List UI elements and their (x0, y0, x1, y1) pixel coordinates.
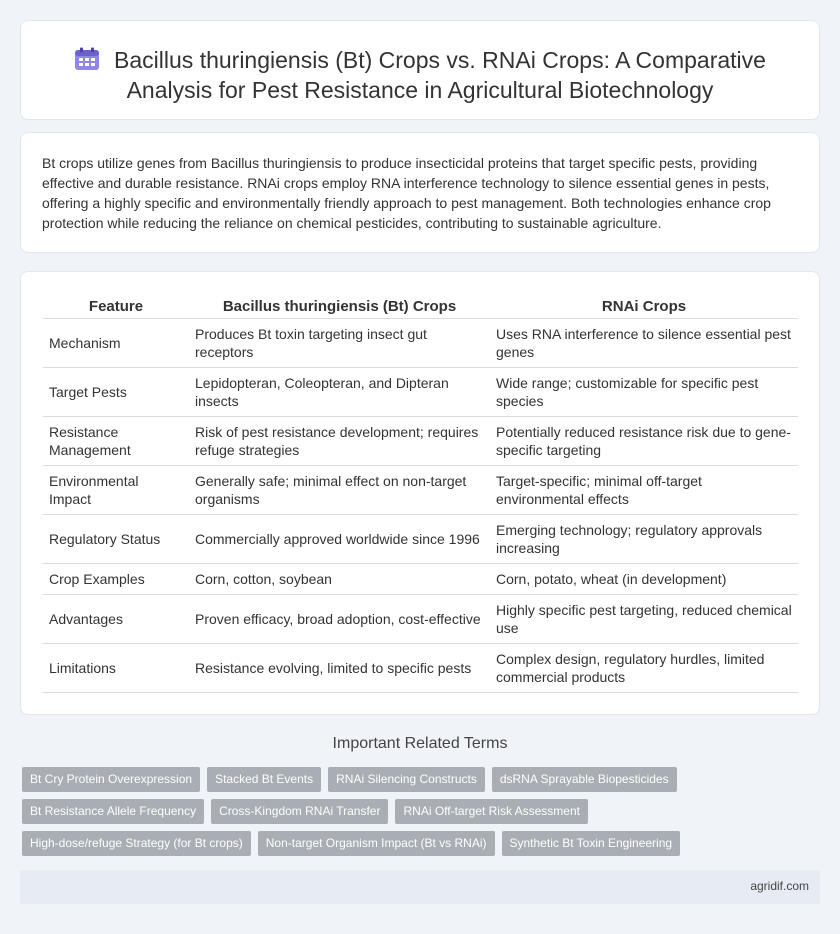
related-term-tag[interactable]: Synthetic Bt Toxin Engineering (502, 831, 681, 856)
header-rnai-crops: RNAi Crops (490, 296, 798, 318)
related-term-tag[interactable]: dsRNA Sprayable Biopesticides (492, 767, 677, 792)
related-term-tag[interactable]: Non-target Organism Impact (Bt vs RNAi) (258, 831, 495, 856)
row-rnai-value: Highly specific pest targeting, reduced chemical use (490, 594, 798, 643)
row-bt-value: Generally safe; minimal effect on non-target organisms (189, 465, 490, 514)
related-term-tag[interactable]: Cross-Kingdom RNAi Transfer (211, 799, 388, 824)
comparison-table (43, 296, 798, 693)
row-feature: Mechanism (43, 318, 189, 367)
table-row (43, 594, 798, 643)
row-feature: Regulatory Status (43, 514, 189, 563)
table-row (43, 465, 798, 514)
table-row (43, 416, 798, 465)
row-bt-value: Commercially approved worldwide since 1996 (189, 514, 490, 563)
row-rnai-value: Emerging technology; regulatory approvals increasing (490, 514, 798, 563)
header-bt-crops: Bacillus thuringiensis (Bt) Crops (189, 296, 490, 318)
row-rnai-value: Target-specific; minimal off-target environmental effects (490, 465, 798, 514)
footer (20, 870, 820, 904)
page-title (61, 45, 779, 105)
related-term-tag[interactable]: RNAi Off-target Risk Assessment (395, 799, 588, 824)
intro-card (20, 132, 820, 253)
intro-paragraph: Bt crops utilize genes from Bacillus thuringiensis to produce insecticidal proteins that target specific pests, providing effective and durable resistance. RNAi crops employ RNA interference technology to silence essential genes in pests, offering a highly specific and environmentally friendly approach to pest management. Both technologies enhance crop protection while reducing the reliance on chemical pesticides, contributing to sustainable agriculture. (42, 155, 771, 231)
table-header-row (43, 296, 798, 318)
related-term-tag[interactable]: Bt Cry Protein Overexpression (22, 767, 200, 792)
row-feature: Advantages (43, 594, 189, 643)
row-bt-value: Risk of pest resistance development; requires refuge strategies (189, 416, 490, 465)
row-feature: Target Pests (43, 367, 189, 416)
row-rnai-value: Corn, potato, wheat (in development) (490, 563, 798, 594)
row-feature: Resistance Management (43, 416, 189, 465)
table-row (43, 367, 798, 416)
header-card (20, 20, 820, 120)
table-row (43, 514, 798, 563)
related-term-tag[interactable]: High-dose/refuge Strategy (for Bt crops) (22, 831, 251, 856)
row-bt-value: Corn, cotton, soybean (189, 563, 490, 594)
row-bt-value: Lepidopteran, Coleopteran, and Dipteran insects (189, 367, 490, 416)
page-title-text: Bacillus thuringiensis (Bt) Crops vs. RNAi Crops: A Comparative Analysis for Pest Resistance in Agricultural Biotechnology (114, 47, 766, 103)
comparison-table-card (20, 271, 820, 715)
row-feature: Limitations (43, 643, 189, 692)
related-term-tag[interactable]: Bt Resistance Allele Frequency (22, 799, 204, 824)
table-row (43, 563, 798, 594)
related-terms-tags (22, 767, 712, 856)
related-term-tag[interactable]: Stacked Bt Events (207, 767, 321, 792)
row-bt-value: Proven efficacy, broad adoption, cost-effective (189, 594, 490, 643)
header-feature: Feature (43, 296, 189, 318)
row-bt-value: Resistance evolving, limited to specific pests (189, 643, 490, 692)
row-bt-value: Produces Bt toxin targeting insect gut receptors (189, 318, 490, 367)
row-rnai-value: Potentially reduced resistance risk due to gene-specific targeting (490, 416, 798, 465)
table-row (43, 318, 798, 367)
row-feature: Crop Examples (43, 563, 189, 594)
table-row (43, 643, 798, 692)
row-rnai-value: Complex design, regulatory hurdles, limited commercial products (490, 643, 798, 692)
footer-site-link[interactable]: agridif.com (750, 879, 809, 893)
row-rnai-value: Wide range; customizable for specific pest species (490, 367, 798, 416)
related-terms-title: Important Related Terms (332, 735, 508, 752)
row-feature: Environmental Impact (43, 465, 189, 514)
calendar-grid-icon (74, 47, 100, 71)
row-rnai-value: Uses RNA interference to silence essential pest genes (490, 318, 798, 367)
related-term-tag[interactable]: RNAi Silencing Constructs (328, 767, 485, 792)
